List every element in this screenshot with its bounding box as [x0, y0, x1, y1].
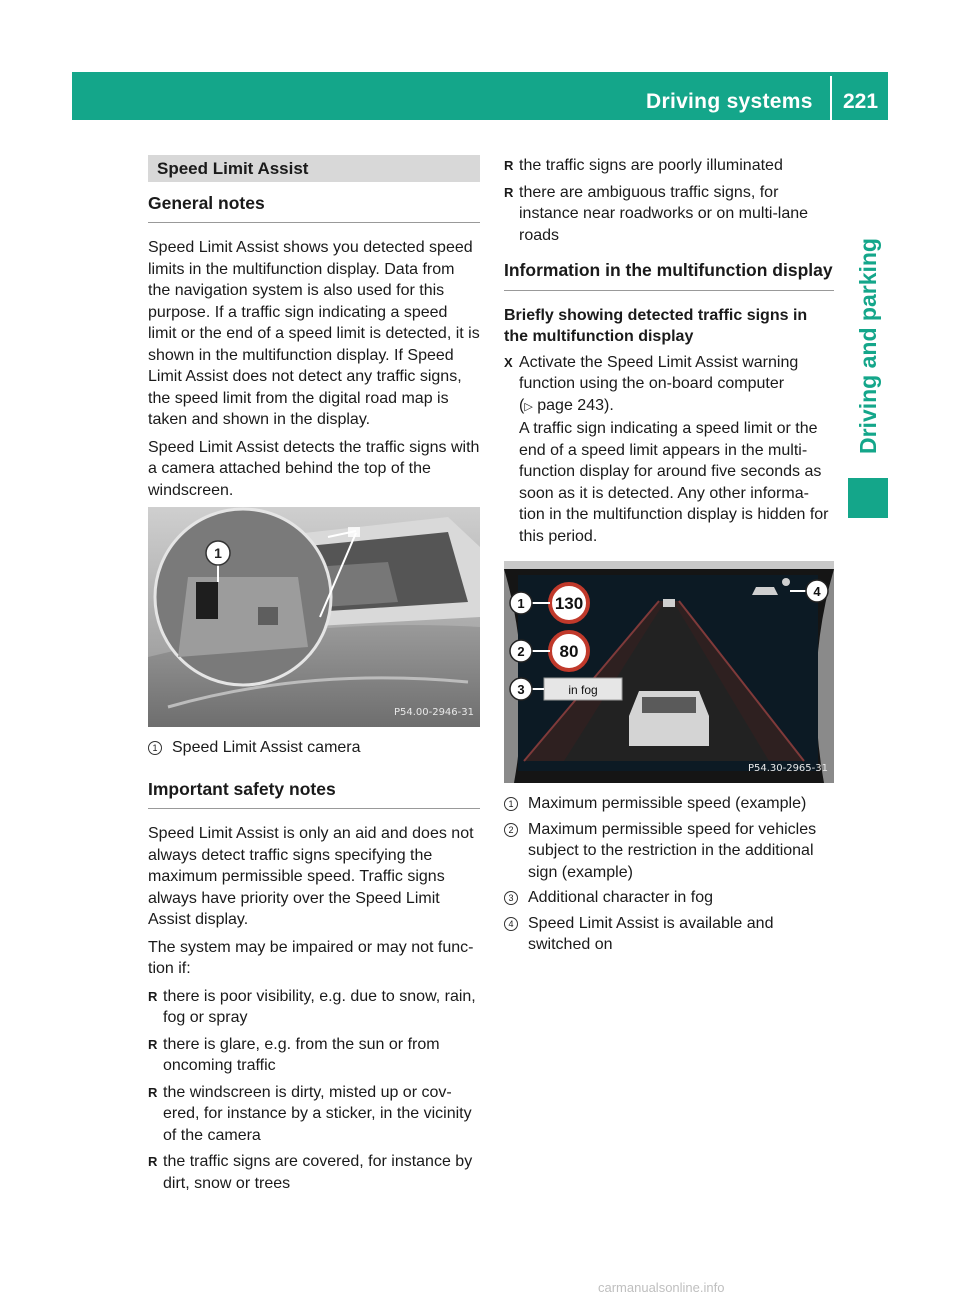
- condition-bullet: R there is poor visibility, e.g. due to snow, rain, fog or spray: [148, 986, 480, 1029]
- multifunction-display-illustration: [504, 561, 834, 783]
- figure-code: P54.00-2946-31: [393, 706, 474, 718]
- figure-caption: [504, 887, 834, 909]
- figure-caption: [148, 737, 480, 759]
- figure-code: P54.30-2965-31: [747, 762, 828, 774]
- display-marker-3: 3: [517, 682, 525, 697]
- figure-marker: 1: [214, 545, 222, 561]
- caption-number: 3: [504, 891, 518, 905]
- safety-paragraph: The system may be impaired or may not func-tion if:: [148, 938, 474, 977]
- caption-text: Speed Limit Assist is available and switched on: [528, 914, 774, 953]
- condition-bullet: R there is glare, e.g. from the sun or from oncoming traffic: [148, 1034, 480, 1077]
- figure-caption: [504, 913, 834, 956]
- page-number: 221: [843, 90, 879, 113]
- safety-paragraph: Speed Limit Assist is only an aid and does not always detect traffic signs specifying the maximum permissible speed. Traffic signs always have priority over the Speed Limit Assist display.: [148, 825, 474, 928]
- camera-illustration: [148, 507, 480, 727]
- action-text: Activate the Speed Limit Assist warning function using the on-board computer: [519, 353, 799, 392]
- general-notes-paragraph: Speed Limit Assist shows you detected speed limits in the multifunction display. Data from the navigation system is also used for this purpose. If a traffic sign indicating a speed limit or the end of a speed limit is detected, it is shown in the multifunction display. If Speed Limit Assist does not detect any traffic signs, the speed limit from the digital road map is taken and shown in the display.: [148, 239, 480, 428]
- speed-sign-80: 80: [559, 642, 579, 661]
- caption-number: 1: [504, 797, 518, 811]
- display-marker-4: 4: [813, 584, 821, 599]
- display-figure: [504, 561, 834, 783]
- figure-caption: [504, 793, 834, 815]
- figure-caption: [504, 819, 834, 884]
- header-section-title: Driving systems: [646, 90, 813, 113]
- footer-watermark: carmanualsonline.info: [598, 1280, 725, 1295]
- side-tab-marker: [848, 478, 888, 518]
- action-result: A traffic sign indicating a speed limit or the end of a speed limit appears in the multi-function display for around five seconds as soon as it is detected. Any other informa-tion in the multifunction display is hidden for this period.: [519, 420, 829, 545]
- condition-bullet: R the traffic signs are covered, for instance by dirt, snow or trees: [148, 1151, 480, 1194]
- header-divider: [830, 76, 832, 120]
- caption-text: Maximum permissible speed for vehicles subject to the restriction in the additional sign (example): [528, 820, 817, 881]
- section-heading: Speed Limit Assist: [148, 155, 480, 182]
- caption-text: Maximum permissible speed (example): [528, 795, 807, 812]
- caption-text: Additional character in fog: [528, 889, 713, 906]
- condition-bullet: R the traffic signs are poorly illuminated: [504, 155, 834, 177]
- page-ref-link[interactable]: page 243).: [537, 396, 614, 414]
- info-display-title: Information in the multifunction display: [504, 260, 834, 291]
- caption-number: 4: [504, 917, 518, 931]
- general-notes-paragraph: Speed Limit Assist detects the traffic signs with a camera attached behind the top of the windscreen.: [148, 438, 480, 499]
- page-ref-icon: ▷: [524, 400, 533, 413]
- camera-figure: [148, 507, 480, 727]
- speed-sign-130: 130: [554, 594, 584, 613]
- right-column: [504, 155, 834, 960]
- safety-notes-title: Important safety notes: [148, 779, 480, 810]
- caption-number: 1: [148, 741, 162, 755]
- condition-bullet: R the windscreen is dirty, misted up or cov-ered, for instance by a sticker, in the vicinity of the camera: [148, 1082, 480, 1147]
- page-ref-open: (: [519, 396, 525, 414]
- display-marker-2: 2: [517, 644, 525, 659]
- caption-text: Speed Limit Assist camera: [172, 739, 361, 756]
- fog-label: in fog: [568, 683, 598, 697]
- caption-number: 2: [504, 823, 518, 837]
- action-step: [504, 352, 834, 548]
- display-marker-1: 1: [517, 596, 525, 611]
- condition-bullet: R there are ambiguous traffic signs, for instance near roadworks or on multi-lane roads: [504, 182, 834, 247]
- side-chapter-label: Driving and parking: [855, 238, 881, 454]
- general-notes-title: General notes: [148, 193, 480, 224]
- info-subtitle: Briefly showing detected traffic signs in the multifunction display: [504, 306, 808, 345]
- side-chapter-tab: [848, 236, 888, 456]
- left-column: [148, 155, 480, 1199]
